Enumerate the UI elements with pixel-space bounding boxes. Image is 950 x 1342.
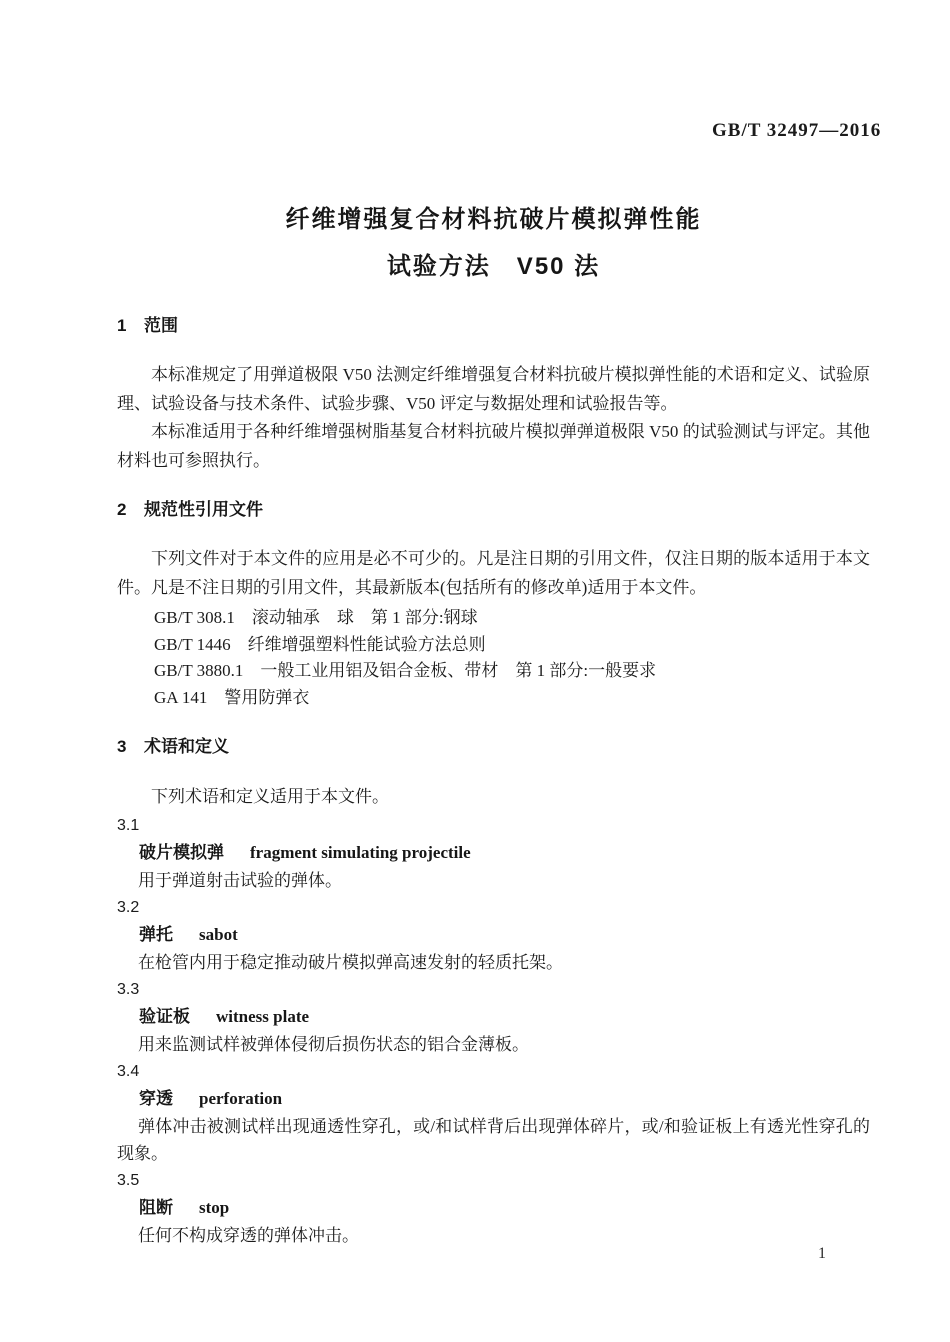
standard-code: GB/T 32497—2016: [712, 120, 882, 141]
page-number: 1: [818, 1245, 826, 1262]
term-definition: 在枪管内用于稳定推动破片模拟弹高速发射的轻质托架。: [138, 952, 563, 972]
term-definition: 任何不构成穿透的弹体冲击。: [138, 1225, 359, 1245]
reference-item: GB/T 308.1 滚动轴承 球 第 1 部分:钢球: [154, 608, 478, 627]
term-number: 3.3: [117, 980, 140, 998]
term-heading: [117, 839, 870, 867]
section-heading-terms: [117, 737, 870, 757]
term-zh: 破片模拟弹: [139, 842, 224, 862]
section-number: 1: [117, 316, 127, 335]
term-entry: [117, 976, 870, 1058]
reference-item: GA 141 警用防弹衣: [154, 687, 310, 707]
term-heading: [117, 921, 870, 949]
term-zh: 穿透: [139, 1088, 173, 1108]
term-entry: [117, 894, 870, 976]
document-title-line2: 试验方法 V50 法: [386, 253, 601, 280]
term-heading: [117, 1003, 870, 1031]
term-entry: [117, 1167, 870, 1249]
term-heading: [117, 1194, 870, 1222]
term-zh: 阻断: [139, 1197, 173, 1217]
term-heading: [117, 1085, 870, 1113]
term-definition: 弹体冲击被测试样出现通透性穿孔，或/和试样背后出现弹体碎片，或/和验证板上有透光性穿孔的现象。: [117, 1116, 870, 1163]
term-number: 3.2: [117, 898, 140, 916]
term-en: sabot: [199, 924, 238, 944]
term-entry: [117, 812, 870, 894]
page-content: [117, 0, 870, 1249]
term-definition: 用来监测试样被弹体侵彻后损伤状态的铝合金薄板。: [138, 1034, 529, 1054]
document-title-line1: 纤维增强复合材料抗破片模拟弹性能: [285, 206, 702, 233]
term-entry: [117, 1058, 870, 1167]
section-heading-scope: [117, 316, 870, 336]
term-en: fragment simulating projectile: [250, 842, 471, 862]
section-number: 3: [117, 737, 127, 757]
section-heading-references: [117, 500, 870, 520]
reference-list: [117, 605, 870, 711]
scope-paragraph: 本标准适用于各种纤维增强树脂基复合材料抗破片模拟弹弹道极限 V50 的试验测试与评定。其他材料也可参照执行。: [117, 422, 870, 470]
scope-paragraph: 本标准规定了用弹道极限 V50 法测定纤维增强复合材料抗破片模拟弹性能的术语和定义、试验原理、试验设备与技术条件、试验步骤、V50 评定与数据处理和试验报告等。: [117, 365, 870, 413]
term-en: stop: [199, 1197, 230, 1217]
term-definition: 用于弹道射击试验的弹体。: [138, 870, 342, 890]
term-en: witness plate: [216, 1006, 310, 1026]
section-title: 术语和定义: [144, 737, 229, 757]
terms-intro: 下列术语和定义适用于本文件。: [151, 787, 389, 807]
references-intro: 下列文件对于本文件的应用是必不可少的。凡是注日期的引用文件，仅注日期的版本适用于本文件。凡是不注日期的引用文件，其最新版本(包括所有的修改单)适用于本文件。: [117, 549, 870, 597]
term-zh: 验证板: [139, 1006, 190, 1026]
reference-item: GB/T 1446 纤维增强塑料性能试验方法总则: [154, 634, 486, 654]
section-title: 范围: [144, 316, 178, 335]
term-en: perforation: [199, 1088, 283, 1108]
section-number: 2: [117, 500, 127, 519]
terms-list: [117, 812, 870, 1249]
term-number: 3.5: [117, 1171, 140, 1189]
term-number: 3.4: [117, 1062, 140, 1080]
term-number: 3.1: [117, 816, 140, 834]
section-title: 规范性引用文件: [144, 500, 263, 519]
reference-item: GB/T 3880.1 一般工业用铝及铝合金板、带材 第 1 部分:一般要求: [154, 661, 657, 681]
document-title: [117, 196, 870, 290]
term-zh: 弹托: [139, 924, 173, 944]
